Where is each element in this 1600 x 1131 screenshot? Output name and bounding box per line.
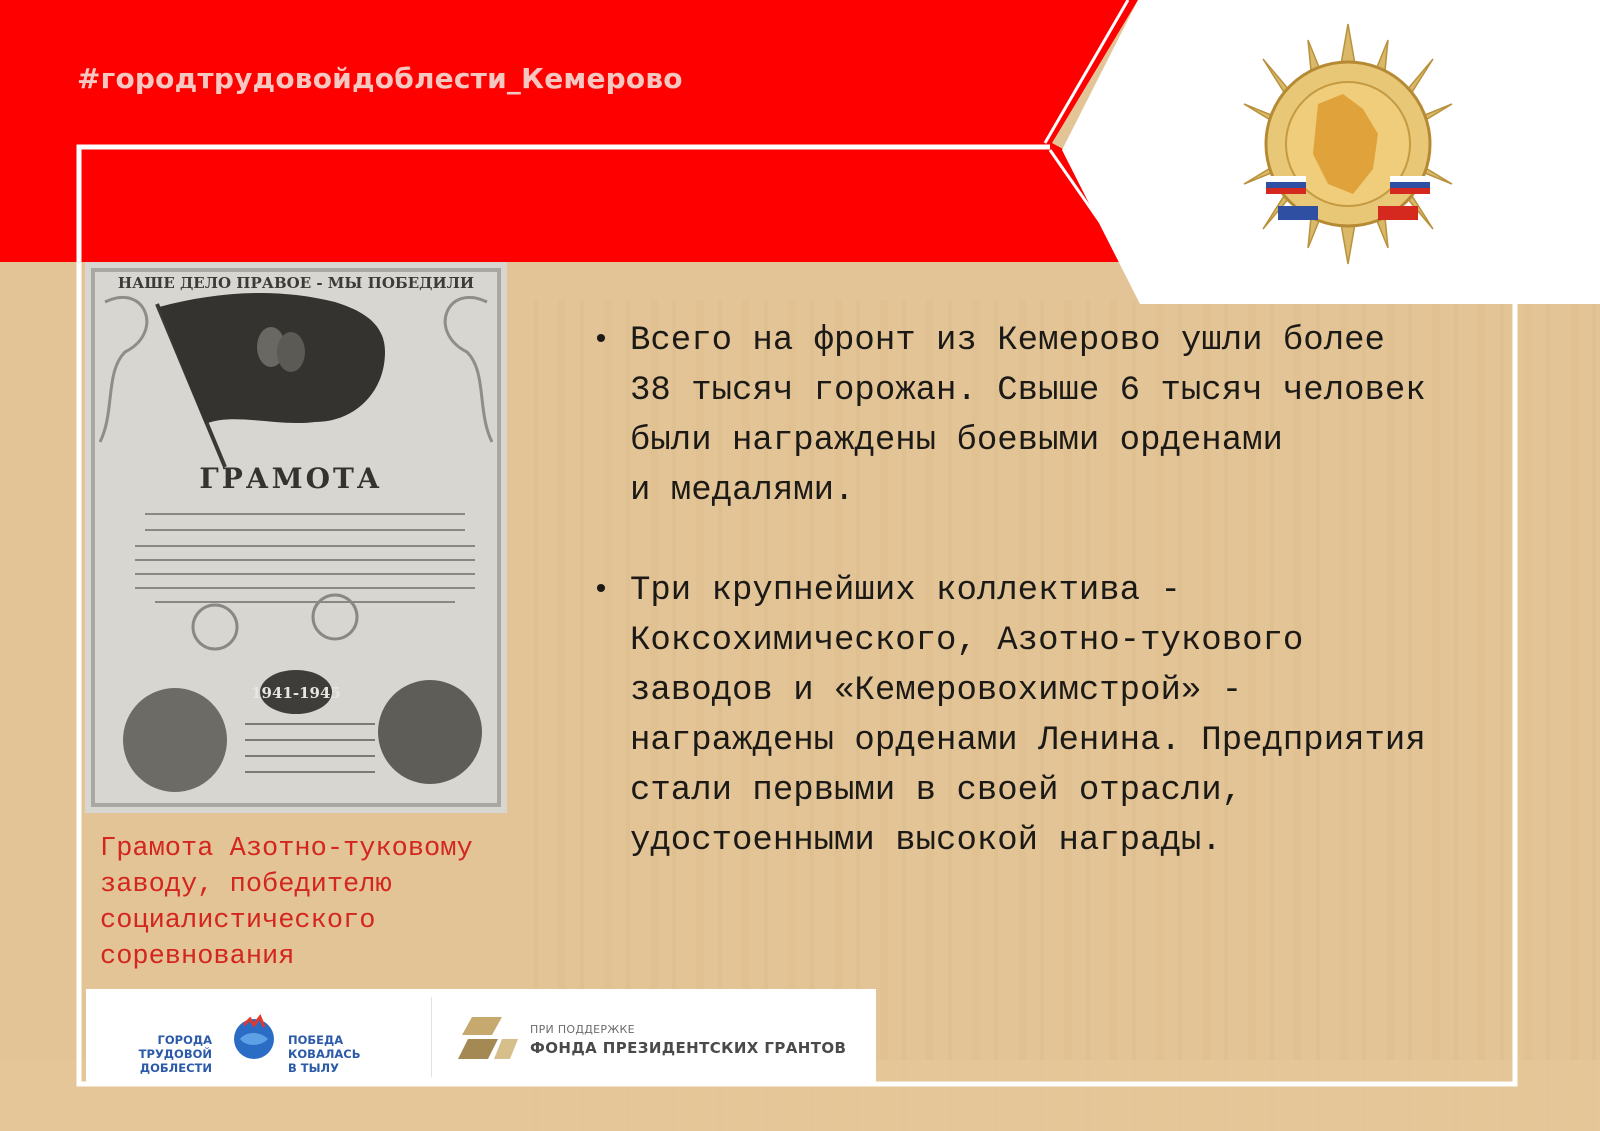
fact-line: награждены орденами Ленина. Предприятия: [630, 722, 1426, 760]
fact-item: [592, 316, 1512, 516]
caption-line: соревнования: [100, 942, 295, 972]
bullet-icon: •: [592, 574, 611, 608]
city-of-labor-valor-medal-icon: [1226, 22, 1471, 267]
fact-item: [592, 566, 1512, 866]
hashtag-title: #городтрудовойдоблести_Кемерово: [77, 62, 683, 95]
fund-label-big: ФОНДА ПРЕЗИДЕНТСКИХ ГРАНТОВ: [530, 1039, 847, 1057]
fact-line: удостоенными высокой награды.: [630, 822, 1222, 860]
document-caption: [100, 831, 520, 975]
red-banner: [0, 0, 1140, 262]
goroda-logo-text-right: ПОБЕДА КОВАЛАСЬ В ТЫЛУ: [288, 1033, 361, 1075]
logo-divider: [431, 997, 432, 1077]
goroda-logo-text-left: ГОРОДА ТРУДОВОЙ ДОБЛЕСТИ: [138, 1033, 212, 1075]
presidential-grants-logo-icon: [458, 1015, 520, 1061]
facts-list: [592, 316, 1512, 916]
fact-line: Три крупнейших коллектива -: [630, 572, 1181, 610]
fact-line: Коксохимического, Азотно-тукового: [630, 622, 1304, 660]
fact-line: были награждены боевыми орденами: [630, 422, 1283, 460]
caption-line: Грамота Азотно-туковому: [100, 834, 473, 864]
fact-line: заводов и «Кемеровохимстрой» -: [630, 672, 1243, 710]
document-years: 1941-1945: [251, 684, 341, 702]
caption-line: социалистического: [100, 906, 376, 936]
caption-line: заводу, победителю: [100, 870, 392, 900]
fact-line: и медалями.: [630, 472, 855, 510]
partner-logos-bar: [86, 989, 876, 1085]
fact-line: Всего на фронт из Кемерово ушли более: [630, 322, 1385, 360]
fund-label-small: ПРИ ПОДДЕРЖКЕ: [530, 1023, 635, 1036]
globe-logo-icon: [230, 1013, 278, 1061]
gramota-document-image: [85, 262, 507, 813]
fact-line: 38 тысяч горожан. Свыше 6 тысяч человек: [630, 372, 1426, 410]
document-title: ГРАМОТА: [199, 462, 383, 495]
fact-line: стали первыми в своей отрасли,: [630, 772, 1243, 810]
document-motto: НАШЕ ДЕЛО ПРАВОЕ - МЫ ПОБЕДИЛИ: [117, 274, 475, 292]
bullet-icon: •: [592, 324, 611, 358]
